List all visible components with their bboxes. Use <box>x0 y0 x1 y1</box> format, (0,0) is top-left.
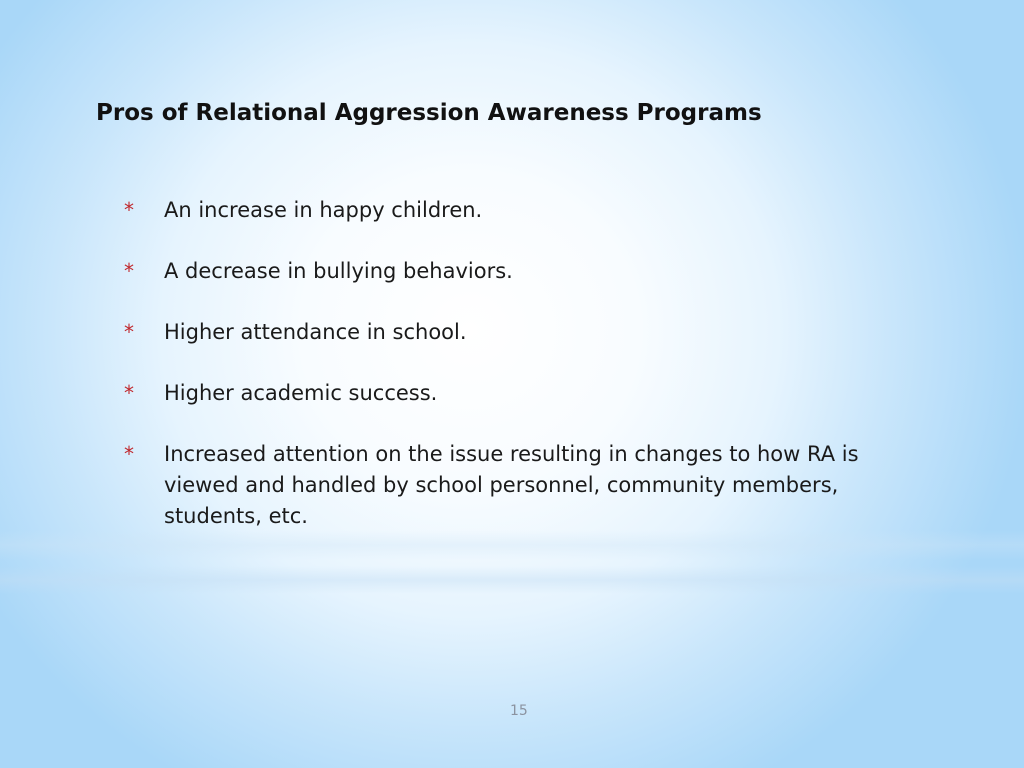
bullet-text: A decrease in bullying behaviors. <box>164 259 513 283</box>
asterisk-bullet-icon: * <box>124 320 134 344</box>
page-number: 15 <box>510 703 528 719</box>
asterisk-bullet-icon: * <box>124 259 134 283</box>
background-band <box>0 566 1024 594</box>
bullet-text: Higher academic success. <box>164 381 438 405</box>
bullet-item <box>124 256 904 287</box>
asterisk-bullet-icon: * <box>124 381 134 405</box>
bullet-item <box>124 378 904 409</box>
bullet-item <box>124 439 904 532</box>
asterisk-bullet-icon: * <box>124 198 134 222</box>
bullet-text: Higher attendance in school. <box>164 320 467 344</box>
slide-title: Pros of Relational Aggression Awareness Programs <box>96 100 762 126</box>
bullet-text: An increase in happy children. <box>164 198 483 222</box>
bullet-list <box>124 195 904 562</box>
bullet-item <box>124 317 904 348</box>
bullet-item <box>124 195 904 226</box>
asterisk-bullet-icon: * <box>124 442 134 466</box>
bullet-text: Increased attention on the issue resulting in changes to how RA is viewed and handled by school personnel, community members, students, etc. <box>164 442 859 528</box>
